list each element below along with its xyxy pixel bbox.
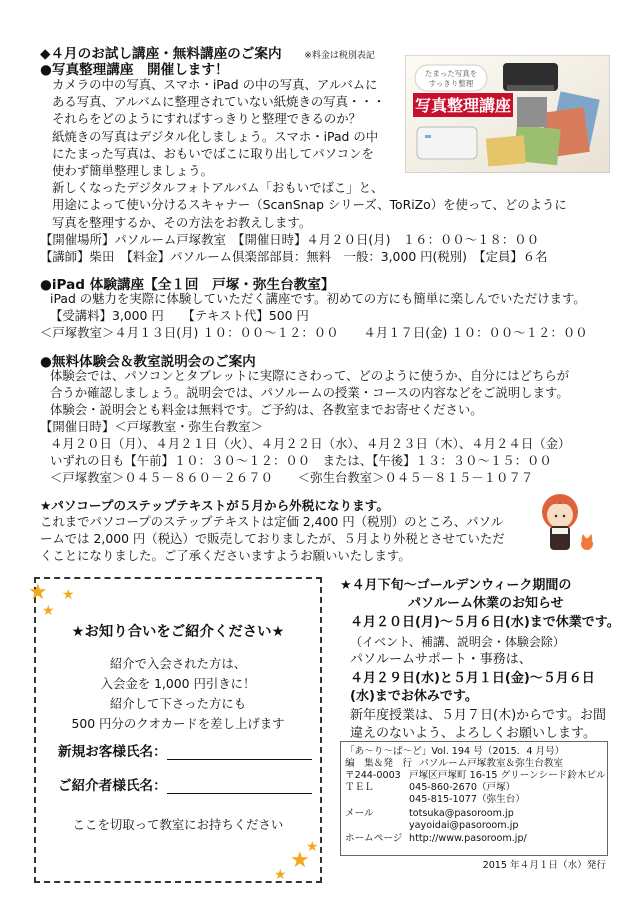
publication-info [340, 741, 608, 856]
trial-line: 体験会・説明会とも料金は無料です。ご予約は、各教室までお寄せください。 [50, 402, 483, 418]
photo-line: 用途によって使い分けるスキャナー（ScanSnap シリーズ、ToRiZo）を使って、どのように [52, 197, 567, 213]
photo-line: にたまった写真は、おもいでばこに取り出してパソコンを [52, 145, 374, 161]
pub-address: 戸塚区戸塚町 16-15 グリーンシード鈴木ビル [409, 770, 606, 781]
trial-line: 体験会では、パソコンとタブレットに実際にさわって、どのように使うか、自分にはどちらが [50, 368, 570, 383]
referrer-line[interactable] [167, 779, 312, 794]
star-icon: ★ [62, 587, 75, 603]
stepup-line: くことになりました。ご了承くださいますようお願いいたします。 [40, 548, 411, 564]
trial-body [50, 367, 569, 419]
stepup-body [40, 513, 505, 565]
ipad-course-line-2: 【受講料】3,000 円 【テキスト代】500 円 [50, 308, 309, 323]
stepup-heading: ★パソコープのステップテキストが５月から外税になります。 [40, 498, 389, 513]
holiday-line: パソルームサポート・事務は、 [350, 652, 532, 667]
photo-course-details-2: 【講師】柴田 【料金】パソルーム倶楽部部員：無料 一般：3,000 円(税別) 【定員】６名 [40, 249, 548, 264]
photo-course-image [405, 55, 610, 173]
holiday-body [350, 614, 620, 744]
trial-line: ４月２０日（月）、４月２１日（火）、４月２２日（水）、４月２３日（木）、４月２４日（金） [50, 436, 571, 451]
holiday-line: ４月２９日(水)と５月１日(金)～５月６日 [350, 670, 595, 686]
holiday-title-1: ★４月下旬～ゴールデンウィーク期間の [340, 578, 572, 593]
star-icon: ★ [274, 867, 287, 883]
pub-date: 2015 年４月１日（水）発行 [482, 860, 606, 871]
new-customer-field[interactable] [58, 740, 312, 760]
pub-editor: パソルーム戸塚教室＆弥生台教室 [419, 758, 564, 769]
image-caption-2: すっきり整理 [428, 79, 474, 88]
star-icon: ★ [28, 580, 48, 605]
ipad-course-heading: ●iPad 体験講座【全１回 戸塚・弥生台教室】 [40, 277, 335, 293]
holiday-title-2: パソルーム休業のお知らせ [408, 596, 564, 611]
coupon-line: 紹介して下さった方にも [109, 696, 247, 711]
photo-line: それらをどのようにすればすっきりと整理できるのか？ [52, 111, 362, 127]
omoidebako-device [417, 127, 477, 159]
tax-note: ※料金は税別表記 [304, 51, 375, 61]
photo-line: 紙焼きの写真はデジタル化しましょう。スマホ・iPad の中 [52, 128, 379, 144]
star-icon: ★ [290, 848, 310, 873]
ipad-course-line-1: iPad の魅力を実際に体験していただく講座です。初めての方にも簡単に楽しんでいただけます。 [50, 291, 586, 306]
trial-schedule-label: 【開催日時】＜戸塚教室・弥生台教室＞ [40, 419, 264, 434]
holiday-line: (水)までお休みです。 [350, 689, 478, 704]
trial-heading: ●無料体験会＆教室説明会のご案内 [40, 354, 256, 370]
holiday-line: ４月２０日(月)～５月６日(水)まで休業です。 [350, 615, 620, 630]
new-customer-label: 新規お客様氏名： [58, 744, 167, 760]
trial-schedule [50, 435, 570, 487]
stepup-line: ームでは 2,000 円（税込）で販売しておりましたが、５月より外税とさせていただ [40, 531, 505, 547]
stepup-line: これまでパソコープのステップテキストは定価 2,400 円（税別）のところ、パソル [40, 514, 504, 529]
photo-line: 写真を整理するか、その方法をお教えします。 [52, 214, 312, 230]
new-customer-line[interactable] [167, 745, 312, 760]
trial-line: いずれの日も【午前】１０：３０～１２：００ または、【午後】１３：３０～１５：００ [50, 453, 552, 469]
coupon-footer: ここを切取って教室にお持ちください [72, 817, 284, 832]
pub-mail-label: メール [345, 808, 374, 819]
photo-course-heading: ●写真整理講座 開催します！ [40, 62, 229, 78]
pub-mail-1[interactable]: totsuka@pasoroom.jp [409, 808, 514, 819]
pub-mail-2[interactable]: yayoidai@pasoroom.jp [409, 820, 519, 831]
image-title: 写真整理講座 [414, 96, 512, 115]
referrer-label: ご紹介者様氏名： [58, 778, 167, 794]
pub-editor-label: 編 集＆発 行 [345, 758, 413, 769]
referrer-field[interactable] [58, 774, 312, 794]
image-caption-1: たまった写真を [424, 69, 478, 78]
coupon-line: 500 円分のクオカードを差し上げます [71, 716, 285, 731]
holiday-line: 違えのないよう、よろしくお願いします。 [350, 726, 596, 741]
pub-volume: 「あ～り～ば～ど」Vol. 194 号（2015．4 月号） [345, 746, 565, 757]
star-icon: ★ [306, 839, 319, 855]
holiday-line: （イベント、補講、説明会・体験会除） [350, 634, 565, 649]
photo-course-details-1: 【開催場所】パソルーム戸塚教室 【開催日時】４月２０日(月) １６：００～１８：００ [40, 232, 540, 247]
ipad-course-line-3: ＜戸塚教室＞４月１３日(月) １０：００～１２：００ ４月１７日(金) １０：００～１２：００ [40, 325, 588, 340]
coupon-title: ★お知り合いをご紹介ください★ [71, 624, 285, 640]
trial-line: 合うか確認しましょう。説明会では、パソルームの授業・コースの内容などをご説明します。 [50, 385, 569, 401]
pub-web-label: ホームページ [345, 833, 403, 844]
title-text: ◆４月のお試し講座・無料講座のご案内 [40, 46, 282, 62]
photo-line: ある写真、アルバムに整理されていない紙焼きの写真・・・ [52, 94, 386, 110]
coupon-line: 入会金を 1,000 円引きに！ [100, 676, 256, 691]
pub-web[interactable]: http://www.pasoroom.jp/ [409, 833, 527, 844]
girl-illustration [532, 490, 602, 562]
pub-postal: 〒244-0003 [345, 770, 401, 781]
photo-line: 使わず簡単整理しましょう。 [52, 163, 214, 179]
star-icon: ★ [42, 603, 55, 619]
trial-line: ＜戸塚教室＞０４５－８６０－２６７０ ＜弥生台教室＞０４５－８１５－１０７７ [50, 470, 534, 486]
photo-line: 新しくなったデジタルフォトアルバム「おもいでばこ」と、 [52, 180, 384, 196]
coupon-body [34, 654, 322, 734]
pub-tel-1: 045-860-2670（戸塚） [409, 782, 516, 793]
pub-tel-label: ＴＥＬ [345, 782, 374, 793]
photo-line: カメラの中の写真、スマホ・iPad の中の写真、アルバムに [52, 77, 378, 92]
pub-tel-2: 045-815-1077（弥生台） [409, 794, 525, 805]
holiday-line: 新年度授業は、５月７日(木)からです。お間 [350, 707, 606, 723]
coupon-line: 紹介で入会された方は、 [109, 656, 247, 671]
